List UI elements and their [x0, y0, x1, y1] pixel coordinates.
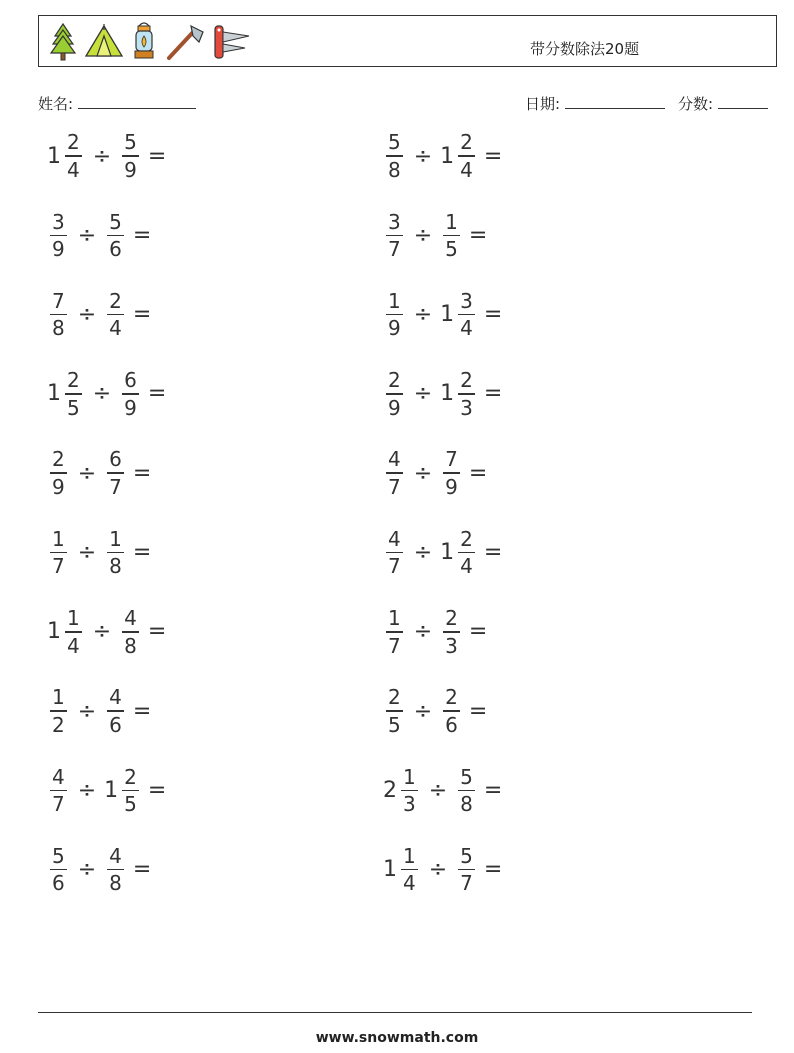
mixed-number	[104, 686, 127, 736]
name-blank	[78, 94, 196, 109]
fraction-bar	[65, 393, 82, 395]
whole-part: 2	[383, 777, 397, 803]
axe-icon	[163, 22, 207, 62]
numerator: 3	[52, 209, 65, 234]
mixed-number	[440, 131, 478, 181]
problem-item	[383, 285, 502, 345]
numerator: 1	[67, 606, 80, 631]
denominator: 7	[388, 554, 401, 579]
numerator: 4	[124, 606, 137, 631]
fraction-bar	[386, 235, 403, 237]
divide-sign: ÷	[92, 619, 112, 645]
mixed-number	[383, 131, 406, 181]
footer-url: www.snowmath.com	[315, 1030, 479, 1046]
fraction	[122, 607, 139, 657]
tree-icon	[47, 22, 79, 62]
problem-item	[383, 840, 502, 900]
problem-item	[47, 602, 166, 662]
mixed-number	[47, 211, 70, 261]
numerator: 2	[67, 368, 80, 393]
denominator: 4	[460, 157, 473, 182]
numerator: 2	[445, 606, 458, 631]
fraction	[65, 369, 82, 419]
mixed-number	[383, 845, 421, 895]
denominator: 9	[52, 237, 65, 262]
denominator: 4	[109, 316, 122, 341]
denominator: 8	[109, 871, 122, 896]
fraction-bar	[122, 155, 139, 157]
fraction-bar	[50, 472, 67, 474]
fraction-bar	[458, 393, 475, 395]
mixed-number	[383, 607, 406, 657]
fraction	[458, 369, 475, 419]
denominator: 5	[445, 237, 458, 262]
fraction	[50, 290, 67, 340]
denominator: 6	[445, 712, 458, 737]
mixed-number	[104, 290, 127, 340]
problem-item	[47, 443, 151, 503]
numerator: 5	[109, 209, 122, 234]
date-label: 日期:	[525, 95, 561, 113]
numerator: 2	[445, 685, 458, 710]
equals-sign: =	[468, 460, 488, 486]
fraction	[50, 448, 67, 498]
mixed-number	[383, 686, 406, 736]
fraction-bar	[386, 314, 403, 316]
problem-item	[47, 285, 151, 345]
denominator: 8	[124, 633, 137, 658]
divide-sign: ÷	[77, 222, 97, 248]
numerator: 1	[445, 209, 458, 234]
denominator: 4	[460, 316, 473, 341]
mixed-number	[47, 131, 85, 181]
fraction	[122, 131, 139, 181]
lantern-icon	[129, 20, 159, 64]
denominator: 9	[124, 395, 137, 420]
score-blank	[718, 94, 768, 109]
numerator: 2	[52, 447, 65, 472]
fraction-bar	[107, 235, 124, 237]
fraction-bar	[122, 790, 139, 792]
denominator: 7	[388, 633, 401, 658]
numerator: 2	[388, 368, 401, 393]
fraction-bar	[50, 235, 67, 237]
name-label: 姓名:	[38, 95, 74, 113]
denominator: 4	[403, 871, 416, 896]
divide-sign: ÷	[428, 857, 448, 883]
denominator: 6	[109, 712, 122, 737]
numerator: 2	[460, 368, 473, 393]
fraction	[386, 290, 403, 340]
divide-sign: ÷	[77, 857, 97, 883]
fraction	[107, 448, 124, 498]
numerator: 5	[388, 130, 401, 155]
numerator: 4	[388, 526, 401, 551]
fraction	[50, 211, 67, 261]
fraction	[458, 528, 475, 578]
mixed-number	[119, 607, 142, 657]
mixed-number	[104, 845, 127, 895]
whole-part: 1	[440, 143, 455, 169]
mixed-number	[47, 766, 70, 816]
numerator: 5	[124, 130, 137, 155]
denominator: 9	[388, 316, 401, 341]
denominator: 2	[52, 712, 65, 737]
fraction-bar	[107, 552, 124, 554]
mixed-number	[383, 528, 406, 578]
denominator: 3	[460, 395, 473, 420]
fraction-bar	[122, 393, 139, 395]
fraction-bar	[386, 710, 403, 712]
mixed-number	[104, 766, 142, 816]
numerator: 2	[460, 526, 473, 551]
date-blank	[565, 94, 665, 109]
fraction-bar	[458, 552, 475, 554]
equals-sign: =	[147, 381, 167, 407]
mixed-number	[383, 766, 421, 816]
numerator: 5	[52, 843, 65, 868]
fraction-bar	[386, 393, 403, 395]
mixed-number	[440, 607, 463, 657]
denominator: 8	[109, 554, 122, 579]
fraction-bar	[107, 472, 124, 474]
fraction	[458, 845, 475, 895]
header-icons	[47, 20, 251, 64]
fraction-bar	[50, 790, 67, 792]
score-label: 分数:	[678, 95, 714, 113]
problem-item	[383, 205, 487, 265]
mixed-number	[440, 528, 478, 578]
fraction-bar	[122, 631, 139, 633]
score-field	[678, 93, 768, 114]
numerator: 1	[52, 526, 65, 551]
mixed-number	[383, 211, 406, 261]
fraction	[50, 528, 67, 578]
divide-sign: ÷	[92, 143, 112, 169]
whole-part: 1	[104, 777, 119, 803]
numerator: 7	[52, 288, 65, 313]
mixed-number	[440, 290, 478, 340]
mixed-number	[119, 131, 142, 181]
denominator: 8	[460, 792, 473, 817]
fraction-bar	[386, 631, 403, 633]
divide-sign: ÷	[413, 143, 433, 169]
whole-part: 1	[440, 381, 455, 407]
fraction-bar	[443, 472, 460, 474]
numerator: 1	[109, 526, 122, 551]
fraction	[386, 131, 403, 181]
fraction	[122, 369, 139, 419]
divide-sign: ÷	[77, 698, 97, 724]
mixed-number	[104, 448, 127, 498]
problem-item	[383, 364, 502, 424]
denominator: 5	[388, 712, 401, 737]
name-field	[38, 93, 196, 114]
denominator: 7	[52, 792, 65, 817]
numerator: 1	[388, 606, 401, 631]
denominator: 7	[460, 871, 473, 896]
numerator: 6	[109, 447, 122, 472]
problem-item	[47, 205, 151, 265]
fraction	[386, 211, 403, 261]
worksheet-header	[38, 15, 777, 67]
fraction	[401, 766, 418, 816]
numerator: 4	[109, 843, 122, 868]
whole-part: 1	[440, 302, 455, 328]
mixed-number	[383, 290, 406, 340]
denominator: 4	[67, 633, 80, 658]
fraction	[386, 607, 403, 657]
fraction	[107, 686, 124, 736]
equals-sign: =	[132, 460, 152, 486]
numerator: 1	[388, 288, 401, 313]
denominator: 5	[67, 395, 80, 420]
denominator: 9	[124, 157, 137, 182]
divide-sign: ÷	[413, 698, 433, 724]
fraction	[107, 211, 124, 261]
fraction-bar	[401, 869, 418, 871]
numerator: 1	[52, 685, 65, 710]
whole-part: 1	[383, 857, 397, 883]
divide-sign: ÷	[413, 222, 433, 248]
fraction-bar	[65, 631, 82, 633]
fraction	[386, 369, 403, 419]
equals-sign: =	[132, 540, 152, 565]
numerator: 1	[403, 843, 416, 868]
mixed-number	[47, 528, 70, 578]
divide-sign: ÷	[413, 619, 433, 645]
whole-part: 1	[47, 619, 61, 645]
equals-sign: =	[132, 857, 152, 883]
equals-sign: =	[468, 222, 488, 248]
numerator: 5	[460, 764, 473, 789]
fraction	[458, 766, 475, 816]
fraction	[386, 686, 403, 736]
numerator: 2	[460, 130, 473, 155]
fraction-bar	[458, 155, 475, 157]
fraction	[443, 211, 460, 261]
problem-item	[383, 760, 502, 820]
equals-sign: =	[483, 777, 503, 803]
equals-sign: =	[132, 698, 152, 724]
equals-sign: =	[468, 619, 488, 645]
mixed-number	[47, 686, 70, 736]
denominator: 9	[388, 395, 401, 420]
fraction-bar	[458, 869, 475, 871]
problem-item	[47, 840, 151, 900]
mixed-number	[440, 211, 463, 261]
denominator: 9	[445, 474, 458, 499]
worksheet-title: 带分数除法20题	[530, 40, 640, 58]
fraction-bar	[458, 790, 475, 792]
equals-sign: =	[132, 302, 152, 328]
mixed-number	[383, 369, 406, 419]
fraction-bar	[386, 155, 403, 157]
date-field	[525, 93, 665, 114]
fraction-bar	[386, 552, 403, 554]
equals-sign: =	[483, 540, 503, 565]
fraction-bar	[401, 790, 418, 792]
divide-sign: ÷	[92, 381, 112, 407]
fraction-bar	[107, 314, 124, 316]
fraction	[401, 845, 418, 895]
mixed-number	[455, 766, 478, 816]
footer-divider	[38, 1012, 752, 1013]
fraction	[122, 766, 139, 816]
whole-part: 1	[440, 540, 455, 565]
fraction-bar	[107, 869, 124, 871]
mixed-number	[47, 607, 85, 657]
problem-item	[383, 523, 502, 583]
fraction	[443, 686, 460, 736]
numerator: 4	[52, 764, 65, 789]
denominator: 7	[52, 554, 65, 579]
divide-sign: ÷	[413, 540, 433, 565]
problem-item	[47, 760, 166, 820]
problem-item	[383, 602, 487, 662]
problem-item	[47, 681, 151, 741]
fraction-bar	[386, 472, 403, 474]
fraction	[107, 528, 124, 578]
fraction	[386, 448, 403, 498]
equals-sign: =	[147, 777, 167, 803]
fraction	[443, 607, 460, 657]
fraction	[50, 845, 67, 895]
fraction	[65, 607, 82, 657]
divide-sign: ÷	[77, 540, 97, 565]
denominator: 8	[52, 316, 65, 341]
divide-sign: ÷	[77, 777, 97, 803]
fraction-bar	[443, 710, 460, 712]
fraction	[386, 528, 403, 578]
numerator: 7	[445, 447, 458, 472]
pocket-knife-icon	[211, 22, 251, 62]
fraction	[107, 845, 124, 895]
fraction-bar	[458, 314, 475, 316]
divide-sign: ÷	[413, 460, 433, 486]
fraction-bar	[50, 869, 67, 871]
equals-sign: =	[147, 619, 167, 645]
numerator: 5	[460, 843, 473, 868]
denominator: 6	[52, 871, 65, 896]
divide-sign: ÷	[413, 381, 433, 407]
denominator: 7	[388, 474, 401, 499]
problem-item	[383, 443, 487, 503]
fraction-bar	[443, 235, 460, 237]
mixed-number	[47, 845, 70, 895]
denominator: 4	[67, 157, 80, 182]
problem-item	[47, 126, 166, 186]
problem-item	[47, 364, 166, 424]
equals-sign: =	[483, 302, 503, 328]
mixed-number	[104, 528, 127, 578]
mixed-number	[440, 686, 463, 736]
numerator: 4	[388, 447, 401, 472]
numerator: 2	[67, 130, 80, 155]
fraction-bar	[50, 710, 67, 712]
equals-sign: =	[483, 857, 503, 883]
fraction	[443, 448, 460, 498]
divide-sign: ÷	[77, 302, 97, 328]
denominator: 3	[403, 792, 416, 817]
numerator: 2	[124, 764, 137, 789]
mixed-number	[440, 448, 463, 498]
fraction-bar	[107, 710, 124, 712]
divide-sign: ÷	[413, 302, 433, 328]
whole-part: 1	[47, 381, 61, 407]
numerator: 3	[460, 288, 473, 313]
fraction-bar	[50, 552, 67, 554]
equals-sign: =	[483, 143, 503, 169]
fraction	[65, 131, 82, 181]
numerator: 6	[124, 368, 137, 393]
denominator: 7	[388, 237, 401, 262]
fraction-bar	[443, 631, 460, 633]
numerator: 2	[109, 288, 122, 313]
fraction	[50, 766, 67, 816]
denominator: 7	[109, 474, 122, 499]
mixed-number	[104, 211, 127, 261]
equals-sign: =	[483, 381, 503, 407]
divide-sign: ÷	[428, 777, 448, 803]
denominator: 9	[52, 474, 65, 499]
problem-item	[383, 681, 487, 741]
denominator: 6	[109, 237, 122, 262]
mixed-number	[47, 369, 85, 419]
fraction	[458, 290, 475, 340]
mixed-number	[47, 290, 70, 340]
fraction	[107, 290, 124, 340]
tent-icon	[83, 22, 125, 62]
fraction-bar	[50, 314, 67, 316]
fraction	[458, 131, 475, 181]
problem-item	[383, 126, 502, 186]
mixed-number	[47, 448, 70, 498]
denominator: 4	[460, 554, 473, 579]
numerator: 3	[388, 209, 401, 234]
numerator: 1	[403, 764, 416, 789]
equals-sign: =	[132, 222, 152, 248]
problem-item	[47, 523, 151, 583]
denominator: 3	[445, 633, 458, 658]
divide-sign: ÷	[77, 460, 97, 486]
equals-sign: =	[147, 143, 167, 169]
fraction	[50, 686, 67, 736]
mixed-number	[440, 369, 478, 419]
denominator: 5	[124, 792, 137, 817]
fraction-bar	[65, 155, 82, 157]
equals-sign: =	[468, 698, 488, 724]
denominator: 8	[388, 157, 401, 182]
mixed-number	[383, 448, 406, 498]
numerator: 2	[388, 685, 401, 710]
mixed-number	[455, 845, 478, 895]
mixed-number	[119, 369, 142, 419]
whole-part: 1	[47, 143, 61, 169]
numerator: 4	[109, 685, 122, 710]
